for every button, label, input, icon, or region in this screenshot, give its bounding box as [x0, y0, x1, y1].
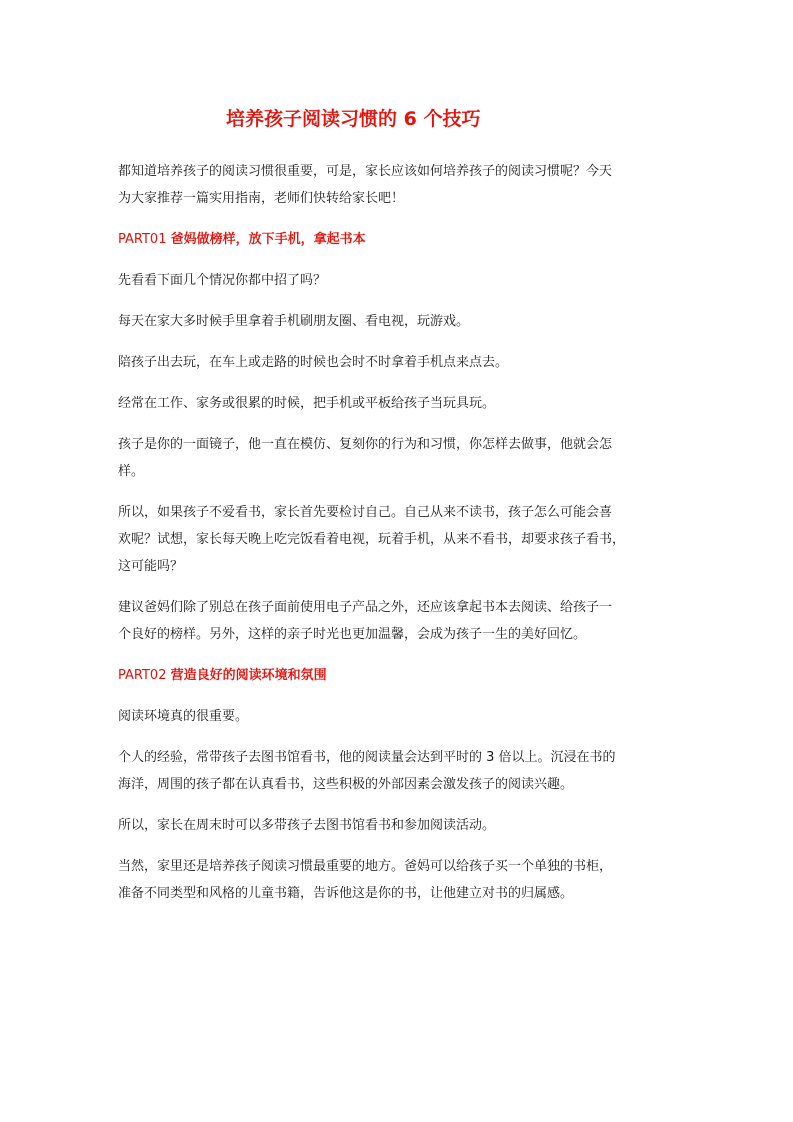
section-title: 营造良好的阅读环境和氛围	[170, 668, 327, 683]
paragraph-line: 陪孩子出去玩，在车上或走路的时候也会时不时拿着手机点来点去。	[118, 355, 509, 370]
paragraph	[118, 431, 688, 485]
paragraph-line: 孩子是你的一面镜子，他一直在模仿、复刻你的行为和习惯，你怎样去做事，他就会怎	[118, 437, 613, 452]
paragraph-line: 所以，如果孩子不爱看书，家长首先要检讨自己。自己从来不读书，孩子怎么可能会喜	[118, 505, 613, 520]
intro-paragraph	[118, 158, 688, 212]
paragraph	[118, 744, 688, 798]
paragraph	[118, 499, 688, 580]
paragraph-line: 准备不同类型和风格的儿童书籍，告诉他这是你的书，让他建立对书的归属感。	[118, 886, 574, 901]
section-part-label: PART02	[118, 668, 167, 683]
paragraph	[118, 853, 688, 907]
paragraph	[118, 308, 688, 335]
document-title: 培养孩子阅读习惯的 6 个技巧	[226, 108, 481, 130]
document-body	[118, 158, 688, 921]
paragraph-line: 个良好的榜样。另外，这样的亲子时光也更加温馨，会成为孩子一生的美好回忆。	[118, 627, 587, 642]
section-title: 爸妈做榜样，放下手机，拿起书本	[170, 232, 366, 247]
intro-line: 都知道培养孩子的阅读习惯很重要，可是，家长应该如何培养孩子的阅读习惯呢？今天	[118, 164, 613, 179]
section-part-label: PART01	[118, 232, 167, 247]
section-heading	[118, 662, 688, 689]
section-heading	[118, 226, 688, 253]
paragraph-line: 欢呢？试想，家长每天晚上吃完饭看着电视，玩着手机，从来不看书，却要求孩子看书，	[118, 532, 626, 547]
paragraph-line: 先看看下面几个情况你都中招了吗？	[118, 273, 327, 288]
paragraph-line: 样。	[118, 464, 145, 479]
paragraph	[118, 812, 688, 839]
paragraph	[118, 349, 688, 376]
paragraph	[118, 594, 688, 648]
paragraph-line: 所以，家长在周末时可以多带孩子去图书馆看书和参加阅读活动。	[118, 818, 496, 833]
paragraph-line: 阅读环境真的很重要。	[118, 709, 249, 724]
paragraph-line: 每天在家大多时候手里拿着手机刷朋友圈、看电视，玩游戏。	[118, 314, 470, 329]
paragraph	[118, 267, 688, 294]
intro-line: 为大家推荐一篇实用指南，老师们快转给家长吧！	[118, 191, 405, 206]
paragraph-line: 个人的经验，常带孩子去图书馆看书，他的阅读量会达到平时的 3 倍以上。沉浸在书的	[118, 750, 616, 765]
paragraph	[118, 703, 688, 730]
paragraph-line: 这可能吗？	[118, 559, 184, 574]
paragraph-line: 建议爸妈们除了别总在孩子面前使用电子产品之外，还应该拿起书本去阅读、给孩子一	[118, 600, 613, 615]
paragraph-line: 当然，家里还是培养孩子阅读习惯最重要的地方。爸妈可以给孩子买一个单独的书柜，	[118, 859, 613, 874]
paragraph	[118, 390, 688, 417]
paragraph-line: 海洋，周围的孩子都在认真看书，这些积极的外部因素会激发孩子的阅读兴趣。	[118, 777, 574, 792]
paragraph-line: 经常在工作、家务或很累的时候，把手机或平板给孩子当玩具玩。	[118, 396, 496, 411]
